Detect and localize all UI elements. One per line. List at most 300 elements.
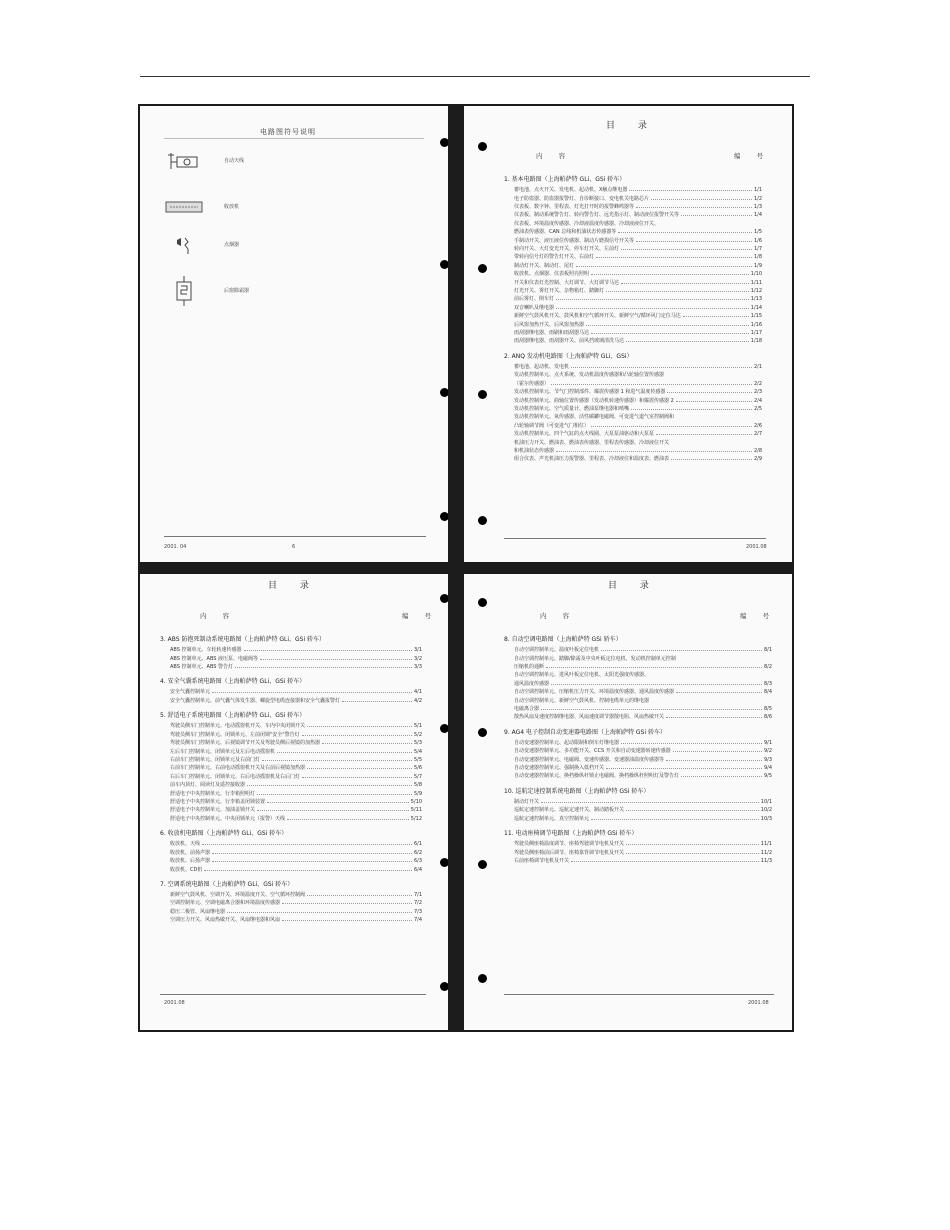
toc-entry xyxy=(504,380,762,388)
toc-leader-dots xyxy=(307,768,412,769)
toc-section xyxy=(504,176,762,346)
toc-entry-number: 8/6 xyxy=(763,714,772,721)
binder-hole xyxy=(478,728,487,737)
toc-entry-text: 收放机、前扬声器 xyxy=(170,849,211,856)
toc-leader-dots xyxy=(576,266,752,267)
toc-entry-number: 7/1 xyxy=(413,892,422,898)
toc-entry xyxy=(504,388,762,396)
toc-entry-number: 1/11 xyxy=(750,279,762,286)
toc-entry xyxy=(504,857,772,865)
toc-leader-dots xyxy=(596,257,752,258)
toc-leader-dots xyxy=(591,333,749,334)
toc-leader-dots xyxy=(322,743,412,744)
column-header-content: 内 容 xyxy=(200,612,237,620)
toc-leader-dots xyxy=(621,249,752,250)
toc-section xyxy=(160,712,422,823)
footer-rule xyxy=(504,538,766,539)
toc-leader-dots xyxy=(676,692,762,693)
toc-entry-text: 巡航定速控制单元、真空控制单元 xyxy=(514,815,590,822)
toc-entry-text: 右前车门控制单元、闭锁单元及右前门灯 xyxy=(170,756,261,763)
symbol-row-igniter xyxy=(164,230,239,260)
toc-entry-number: 6/4 xyxy=(413,866,422,873)
toc-leader-dots xyxy=(656,434,752,435)
toc-list xyxy=(160,636,422,932)
toc-entry-text: 转向开关、大灯变光开关、停车灯开关、左前灯 xyxy=(514,245,620,252)
toc-entry xyxy=(504,405,762,413)
toc-leader-dots xyxy=(202,844,412,845)
toc-entry-text: 驾驶员侧车门控制单元、电动摇窗机开关、车内中央闭锁开关 xyxy=(170,723,306,730)
toc-entry-text: 仪表板、数字钟、里程表、灯光打开时的报警蜂鸣器等 xyxy=(514,203,635,210)
toc-leader-dots xyxy=(636,207,752,208)
toc-leader-dots xyxy=(342,701,412,702)
toc-entry xyxy=(504,329,762,337)
toc-title: 目 录 xyxy=(608,581,659,591)
toc-entry xyxy=(160,815,422,823)
toc-entry-text: 后风窗加热开关、后风窗加热器 xyxy=(514,321,585,328)
toc-leader-dots xyxy=(551,684,762,685)
toc-section xyxy=(504,830,772,865)
toc-entry xyxy=(160,764,422,772)
toc-entry-text: 自动变速器控制单元、强制换入低档开关 xyxy=(514,765,605,772)
toc-section xyxy=(504,788,772,823)
toc-entry xyxy=(160,781,422,789)
binder-hole xyxy=(440,260,448,269)
toc-section-title: 2. ANQ 发动机电路图（上海帕萨特 GLi、GSi） xyxy=(504,352,633,360)
toc-entry-text: 驾驶员侧车门控制单元、闭锁单元、左前闭锁"安全"警告灯 xyxy=(170,731,300,738)
toc-entry-number: 9/4 xyxy=(763,765,772,772)
toc-entry-text: 舒适电子中央控制单元、中央闭锁单元（报警）天线 xyxy=(170,815,286,822)
toc-entry-number: 2/1 xyxy=(753,363,762,370)
toc-entry xyxy=(504,220,762,228)
toc-entry-text: 双音喇叭及继电器 xyxy=(514,304,555,311)
toc-entry-number: 10/1 xyxy=(760,798,772,805)
toc-entry-text: 组合仪表、声光机油压力报警器、里程表、冷却液位和温度表、燃油表 xyxy=(514,456,670,463)
legend-title: 电路图符号说明 xyxy=(260,128,316,136)
toc-entry-text: 收放机、后扬声器 xyxy=(170,858,211,865)
toc-entry-text: 灯光开关、雾灯开关、杂物箱灯、踏脚灯 xyxy=(514,287,605,294)
toc-entry-text: 蓄电池、起动机、发电机 xyxy=(514,363,570,370)
footer-date: 2001.08 xyxy=(746,544,767,550)
toc-entry-number: 3/3 xyxy=(413,663,422,670)
toc-leader-dots xyxy=(651,199,752,200)
toc-leader-dots xyxy=(606,768,762,769)
toc-leader-dots xyxy=(551,384,752,385)
toc-entry xyxy=(160,849,422,857)
toc-leader-dots xyxy=(667,392,752,393)
toc-entry xyxy=(504,253,762,261)
toc-entry-number: 6/3 xyxy=(413,858,422,865)
toc-entry xyxy=(504,321,762,329)
toc-page-1 xyxy=(464,106,792,562)
toc-leader-dots xyxy=(683,316,749,317)
toc-title: 目 录 xyxy=(606,121,657,131)
column-header-content: 内 容 xyxy=(536,152,573,160)
toc-entry-number: 11/3 xyxy=(760,858,772,865)
toc-leader-dots xyxy=(541,802,759,803)
binder-hole xyxy=(478,860,487,869)
toc-entry xyxy=(504,203,762,211)
toc-entry xyxy=(504,422,762,430)
toc-entry-text: 自动变速器控制单元、电磁阀、变速传感器、变速器油温度传感器等 xyxy=(514,756,665,763)
toc-entry-text: 凸轮轴调节阀（可变进气门相位） xyxy=(514,422,590,429)
toc-entry-text: 驾驶员侧座椅前后调节、座椅靠背调节电机及开关 xyxy=(514,849,625,856)
toc-entry-text: 安全气囊控制单元 xyxy=(170,689,211,696)
toc-entry xyxy=(160,722,422,730)
toc-entry-number: 10/3 xyxy=(760,815,772,822)
toc-leader-dots xyxy=(541,709,762,710)
toc-entry xyxy=(160,908,422,916)
toc-entry-text: 驾驶员侧车门控制单元、后视镜调节开关及驾驶员侧后视镜的加热器 xyxy=(170,740,321,747)
toc-leader-dots xyxy=(681,776,762,777)
toc-entry xyxy=(504,798,772,806)
toc-entry xyxy=(504,772,772,780)
toc-leader-dots xyxy=(629,190,752,191)
binder-hole xyxy=(440,388,448,397)
column-header-number: 编 号 xyxy=(734,152,771,160)
toc-entry xyxy=(504,295,762,303)
toc-leader-dots xyxy=(204,870,412,871)
toc-entry-number: 3/1 xyxy=(413,647,422,654)
toc-leader-dots xyxy=(212,692,412,693)
toc-entry-number: 9/1 xyxy=(763,739,772,746)
toc-entry xyxy=(160,857,422,865)
toc-section xyxy=(504,353,762,464)
symbol-row-antenna xyxy=(164,146,244,176)
toc-entry xyxy=(504,195,762,203)
toc-entry xyxy=(504,713,772,721)
toc-entry-number: 8/4 xyxy=(763,689,772,696)
toc-entry-text: 收放机、天线 xyxy=(170,841,201,848)
toc-section xyxy=(160,636,422,671)
toc-leader-dots xyxy=(681,215,752,216)
binder-hole xyxy=(478,974,487,983)
toc-entry-number: 6/2 xyxy=(413,849,422,856)
toc-entry-number: 5/8 xyxy=(413,782,422,789)
binder-hole xyxy=(440,512,448,521)
toc-entry-number: 7/2 xyxy=(413,900,422,907)
toc-entry-number: 11/2 xyxy=(760,849,772,856)
toc-leader-dots xyxy=(282,903,412,904)
toc-entry-text: 发动机控制单元、氧传感器、活性碳罐电磁阀、可变进气道气室控制阀和 xyxy=(514,414,675,421)
toc-leader-dots xyxy=(302,777,412,778)
toc-entry xyxy=(504,228,762,236)
toc-entry xyxy=(160,646,422,654)
toc-entry-number: 9/5 xyxy=(763,773,772,780)
toc-entry-text: ABS 控制单元、ABS 液压泵、电磁阀等 xyxy=(170,655,259,662)
toc-list xyxy=(504,636,772,873)
toc-entry-text: 舒适电子中央控制单元、行李箱盖闭锁装置 xyxy=(170,798,266,805)
footer-rule xyxy=(164,536,426,537)
toc-entry-text: 自动空调控制单元、踏脚/除霜及中央叶板定位电机、发动机控制单元控制 xyxy=(514,655,676,662)
toc-entry-text: 安全气囊控制单元、前气囊气体发生器、螺旋型电缆连接器和安全气囊报警灯 xyxy=(170,697,341,704)
toc-entry-text: 收放机、CD机 xyxy=(170,866,203,873)
toc-entry-text: 舒适电子中央控制单元、加油盖锁开关 xyxy=(170,807,256,814)
toc-leader-dots xyxy=(591,819,759,820)
toc-entry-number: 9/3 xyxy=(763,756,772,763)
toc-leader-dots xyxy=(235,667,412,668)
toc-page-3 xyxy=(464,574,792,1030)
toc-entry xyxy=(504,304,762,312)
toc-entry-number: 1/12 xyxy=(750,287,762,294)
toc-leader-dots xyxy=(676,401,752,402)
toc-entry-text: 自动变速器控制单元、多功能开关、CCS 开关和自动变速器转速传感器 xyxy=(514,748,671,755)
symbol-label: 后窗除霜器 xyxy=(224,287,250,294)
toc-section-title: 1. 基本电路图（上海帕萨特 GLi、GSi 轿车） xyxy=(504,176,626,183)
toc-leader-dots xyxy=(626,810,759,811)
scanned-spread xyxy=(138,104,794,1032)
toc-leader-dots xyxy=(267,802,409,803)
toc-entry-number: 1/10 xyxy=(750,271,762,278)
footer-page-number: 6 xyxy=(292,544,296,550)
toc-entry-number: 8/2 xyxy=(763,663,772,670)
toc-entry-number: 2/5 xyxy=(753,405,762,412)
binder-hole xyxy=(440,858,448,867)
toc-entry-number: 8/5 xyxy=(763,705,772,712)
column-header-number: 编 号 xyxy=(740,612,777,620)
toc-entry-number: 2/6 xyxy=(753,422,762,429)
toc-leader-dots xyxy=(257,794,412,795)
binder-hole xyxy=(478,142,487,151)
toc-entry-text: 新鲜空气鼓风机、空调开关、环境温度开关、空气循环控制阀 xyxy=(170,892,306,898)
toc-entry xyxy=(504,680,772,688)
toc-entry xyxy=(160,798,422,806)
binder-hole xyxy=(440,594,448,603)
toc-entry-number: 8/1 xyxy=(763,647,772,654)
toc-entry-number: 8/3 xyxy=(763,680,772,687)
igniter-icon xyxy=(164,230,204,260)
toc-leader-dots xyxy=(212,853,412,854)
toc-entry-number: 1/1 xyxy=(753,187,762,194)
toc-entry-number: 5/3 xyxy=(413,740,422,747)
toc-entry xyxy=(504,705,772,713)
footer-rule xyxy=(504,994,774,995)
column-header-number: 编 号 xyxy=(402,612,439,620)
toc-entry-number: 5/1 xyxy=(413,723,422,730)
toc-leader-dots xyxy=(227,912,412,913)
toc-entry xyxy=(504,363,762,371)
toc-leader-dots xyxy=(257,810,409,811)
toc-entry xyxy=(160,697,422,705)
toc-entry-number: 5/12 xyxy=(410,815,422,822)
toc-entry xyxy=(504,211,762,219)
toc-entry xyxy=(160,663,422,671)
toc-entry-text: 右前座椅调节电机及开关 xyxy=(514,858,570,865)
footer-date: 2001.08 xyxy=(164,1000,185,1006)
toc-entry-text: 发动机控制单元、点火系统、发动机温度传感器和凸轮轴位置传感器 xyxy=(514,372,665,379)
toc-entry-number: 7/4 xyxy=(413,917,422,924)
toc-entry-text: 压缩机的通断 xyxy=(514,663,545,670)
radio-icon xyxy=(164,192,204,222)
toc-entry xyxy=(504,371,762,379)
toc-entry-number: 11/1 xyxy=(760,841,772,848)
toc-leader-dots xyxy=(631,409,752,410)
toc-entry-text: 前后雾灯、倒车灯 xyxy=(514,296,555,303)
toc-entry-text: 收放机、点烟器、仪表板照亮照明 xyxy=(514,271,590,278)
toc-entry xyxy=(504,671,772,679)
toc-entry-number: 5/6 xyxy=(413,765,422,772)
toc-entry-text: 驾驶员侧座椅温度调节、座椅驾驶调节电机及开关 xyxy=(514,841,625,848)
toc-entry-number: 2/2 xyxy=(753,380,762,387)
toc-entry-number: 1/7 xyxy=(753,245,762,252)
toc-entry xyxy=(504,397,762,405)
toc-leader-dots xyxy=(621,743,762,744)
defroster-icon xyxy=(164,276,204,306)
toc-leader-dots xyxy=(666,760,762,761)
toc-section xyxy=(504,729,772,781)
toc-leader-dots xyxy=(673,751,762,752)
toc-leader-dots xyxy=(277,752,412,753)
column-header-content: 内 容 xyxy=(540,612,577,620)
toc-section-title: 3. ABS 防抱死制动系统电路图（上海帕萨特 GLi、GSi 轿车） xyxy=(160,636,326,643)
page-header-rule xyxy=(140,76,810,77)
toc-entry xyxy=(160,731,422,739)
toc-entry-number: 5/10 xyxy=(410,798,422,805)
toc-entry-number: 1/6 xyxy=(753,237,762,244)
toc-entry-number: 1/15 xyxy=(750,313,762,320)
toc-leader-dots xyxy=(302,735,412,736)
toc-section-title: 10. 巡航定速控制系统电路图（上海帕萨特 GSi 轿车） xyxy=(504,787,650,795)
toc-entry-number: 6/1 xyxy=(413,841,422,848)
toc-section-title: 7. 空调系统电路图（上海帕萨特 GLi、GSi 轿车） xyxy=(160,880,294,888)
toc-leader-dots xyxy=(606,291,749,292)
toc-entry-text: 右后车门控制单元、闭锁单元、右后电动摇窗机及右后门灯 xyxy=(170,773,301,780)
toc-entry xyxy=(160,739,422,747)
footer-date: 2001.08 xyxy=(748,1000,769,1006)
antenna-icon xyxy=(164,146,204,176)
toc-leader-dots xyxy=(671,459,752,460)
toc-entry-text: 自动变速器控制单元、换档操纵杆锁止电磁阀、换档操纵杆照明灯及警告灯 xyxy=(514,773,680,780)
toc-entry-number: 1/4 xyxy=(753,212,762,219)
toc-entry xyxy=(160,916,422,924)
toc-entry-number: 5/11 xyxy=(410,807,422,814)
toc-entry xyxy=(504,739,772,747)
symbol-legend-page xyxy=(140,106,448,562)
toc-entry-number: 7/3 xyxy=(413,908,422,915)
toc-entry-number: 2/3 xyxy=(753,389,762,396)
toc-entry-text: 发动机控制单元、空气质量计、燃油泵继电器和喷嘴 xyxy=(514,405,630,412)
toc-entry-text: 空调压力开关、风扇热敏开关、风扇继电器和风扇 xyxy=(170,917,281,924)
toc-entry-text: 自动空调控制单元、新鲜空气鼓风机、控制电缆单元的继电器 xyxy=(514,697,650,704)
toc-entry-text: 蓄电池、点火开关、发电机、起动机、X触点继电器 xyxy=(514,187,628,194)
toc-section xyxy=(160,678,422,705)
toc-leader-dots xyxy=(262,760,412,761)
toc-entry xyxy=(504,279,762,287)
toc-entry-text: 制动灯开关、制动灯、尾灯 xyxy=(514,262,575,269)
toc-entry-text: 仪表板、环境温度传感器、冷却液温度传感器、冷却液液位开关、 xyxy=(514,220,660,227)
toc-entry-text: 右前车门控制单元、右前电动摇窗机开关及右前后视镜加热器 xyxy=(170,765,306,772)
toc-entry-text: 雨刮器继电器、雨刷和雨刮器马达 xyxy=(514,330,590,336)
toc-entry xyxy=(504,806,772,814)
toc-entry-text: 散热风扇及速度控制继电器、风扇速度调节器散电阻、风扇热敏开关 xyxy=(514,714,665,721)
symbol-label: 收放机 xyxy=(224,203,240,210)
toc-leader-dots xyxy=(601,650,762,651)
toc-entry xyxy=(504,646,772,654)
toc-entry-number: 10/2 xyxy=(760,807,772,814)
toc-entry-text: 空调控制单元、空调电磁离合器和环境温度传感器 xyxy=(170,900,281,907)
toc-entry xyxy=(160,756,422,764)
toc-leader-dots xyxy=(626,844,759,845)
toc-entry-text: 前车内顶灯、阅读灯及遥控接收器 xyxy=(170,782,246,789)
toc-entry-text: 新鲜空气鼓风机开关、鼓风机和空气循环开关、新鲜空气/循环风门定位马达 xyxy=(514,313,681,320)
toc-entry-number: 1/17 xyxy=(750,330,762,336)
toc-entry-text: 自动变速器控制单元、起动限制和倒车灯继电器 xyxy=(514,739,620,746)
toc-entry-text: 自动空调控制单元、温度叶板定位电机 xyxy=(514,647,600,654)
toc-leader-dots xyxy=(591,274,749,275)
toc-entry xyxy=(504,245,762,253)
toc-page-2 xyxy=(140,574,448,1030)
toc-section-title: 11. 电动座椅调节电路图（上海帕萨特 GSi 轿车） xyxy=(504,830,638,838)
toc-entry xyxy=(160,899,422,907)
toc-entry xyxy=(504,237,762,245)
toc-leader-dots xyxy=(591,426,752,427)
toc-list xyxy=(504,176,762,471)
toc-entry-text: 开关和仪表灯光控制、大灯调节、大灯调节马达 xyxy=(514,279,620,286)
symbol-label: 点烟器 xyxy=(224,241,240,248)
toc-entry-text: 左后车门控制单元、闭锁单元及左后电动摇窗机 xyxy=(170,748,276,755)
toc-entry xyxy=(504,849,772,857)
toc-section-title: 4. 安全气囊系统电路图（上海帕萨特 GLi、GSi 轿车） xyxy=(160,678,306,686)
toc-entry xyxy=(504,447,762,455)
toc-entry xyxy=(504,430,762,438)
toc-entry-text: 带转向信号灯的警告灯开关、右前灯 xyxy=(514,254,595,261)
toc-entry-number: 5/4 xyxy=(413,748,422,755)
toc-entry xyxy=(504,262,762,270)
toc-entry-text: 机油压力开关、燃油表、燃油表传感器、里程表传感器、冷却液位开关 xyxy=(514,439,670,446)
toc-entry-text: 制动灯开关 xyxy=(514,798,540,805)
toc-entry-number: 1/8 xyxy=(753,254,762,261)
toc-entry xyxy=(504,663,772,671)
toc-leader-dots xyxy=(556,299,749,300)
toc-entry xyxy=(504,747,772,755)
binder-hole xyxy=(440,724,448,733)
toc-section xyxy=(504,636,772,722)
toc-leader-dots xyxy=(307,726,412,727)
toc-entry-text: 舒适电子中央控制单元、行李箱照明灯 xyxy=(170,790,256,797)
toc-leader-dots xyxy=(282,920,412,921)
toc-entry xyxy=(504,287,762,295)
toc-leader-dots xyxy=(307,895,412,896)
toc-entry-number: 5/5 xyxy=(413,756,422,763)
toc-entry-number: 2/9 xyxy=(753,456,762,463)
toc-title: 目 录 xyxy=(268,581,319,591)
toc-entry xyxy=(504,270,762,278)
legend-title-rule xyxy=(164,138,424,139)
toc-entry-number: 2/8 xyxy=(753,447,762,454)
toc-entry-number: 1/13 xyxy=(750,296,762,303)
toc-entry xyxy=(504,688,772,696)
footer-rule xyxy=(160,994,426,995)
toc-entry-number: 1/5 xyxy=(753,229,762,236)
toc-entry-number: 9/2 xyxy=(763,748,772,755)
toc-entry-text: 手制动开关、液压液位传感器、制动片磨损信号开关等 xyxy=(514,237,635,244)
toc-entry xyxy=(160,773,422,781)
binder-hole xyxy=(478,598,487,607)
toc-entry-number: 4/1 xyxy=(413,689,422,696)
toc-section-title: 9. AG4 电子控制自动变速器电路图（上海帕萨特 GSi 轿车） xyxy=(504,728,666,736)
toc-entry-text: 通风温度传感器 xyxy=(514,680,550,687)
toc-entry-number: 5/7 xyxy=(413,773,422,780)
toc-leader-dots xyxy=(546,667,762,668)
toc-entry-number: 2/7 xyxy=(753,431,762,438)
binder-hole xyxy=(478,390,487,399)
toc-section-title: 6. 收放机电路图（上海帕萨特 GLi、GSi 轿车） xyxy=(160,830,288,838)
toc-section xyxy=(160,881,422,925)
toc-leader-dots xyxy=(556,308,749,309)
toc-entry xyxy=(504,815,772,823)
toc-entry-text: 发动机控制单元、节气门控制部件、爆震传感器 1 和进气温度传感器 xyxy=(514,389,666,396)
toc-entry-text: （霍尔传感器） xyxy=(514,380,550,387)
toc-leader-dots xyxy=(626,341,749,342)
